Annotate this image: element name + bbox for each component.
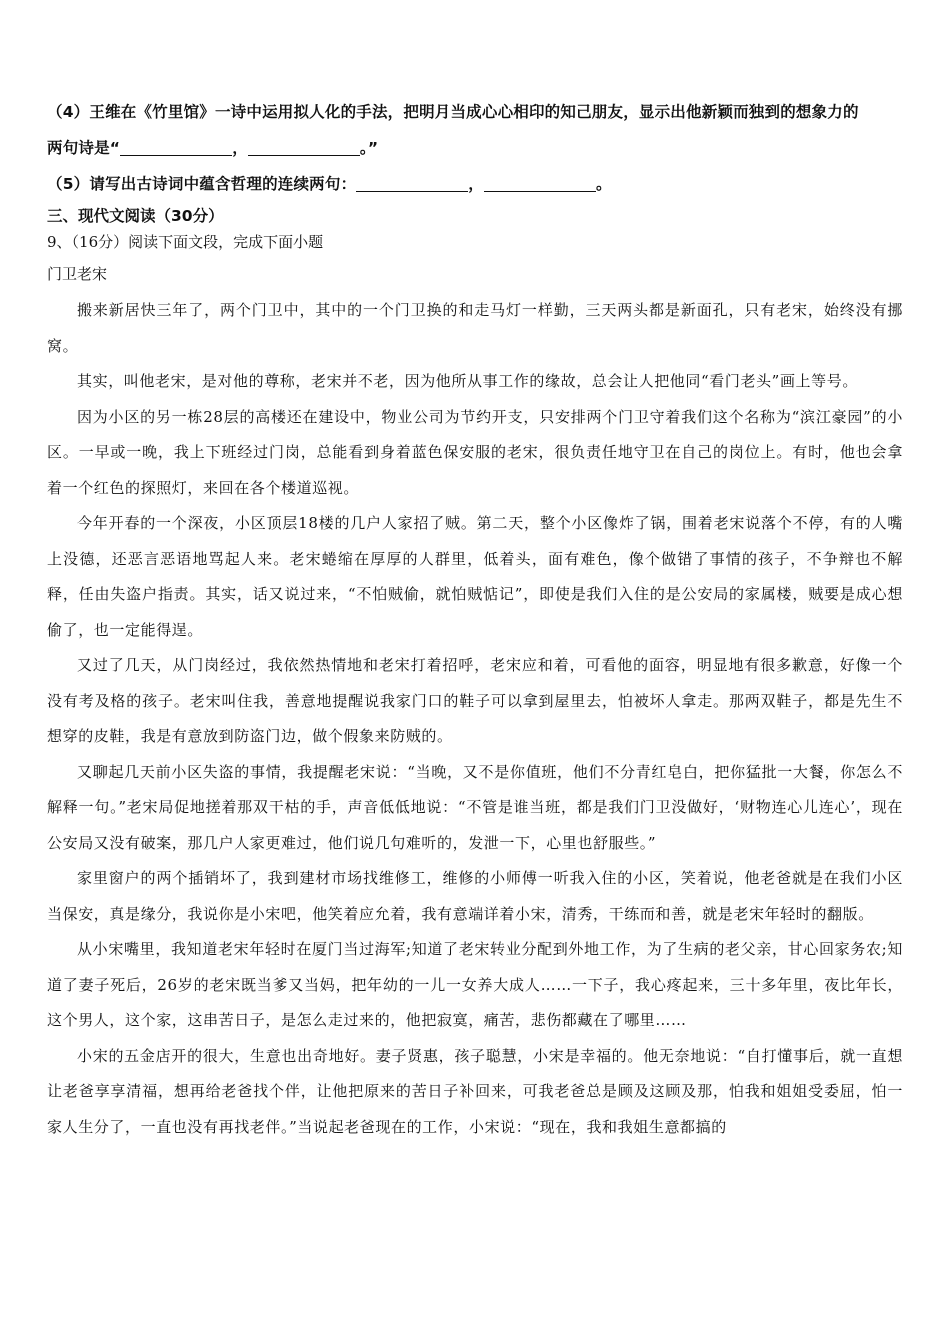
answer-blank-2[interactable] [248, 137, 360, 156]
story-paragraph: 其实，叫他老宋，是对他的尊称，老宋并不老，因为他所从事工作的缘故，总会让人把他同“看门老头”画上等号。 [77, 372, 858, 390]
story-body [47, 293, 903, 1145]
section-title: 三、现代文阅读（30分） [47, 207, 224, 225]
story-paragraph: 今年开春的一个深夜，小区顶层18楼的几户人家招了贼。第二天，整个小区像炸了锅，围着老宋说落个不停，有的人嘴上没德，还恶言恶语地骂起人来。老宋蜷缩在厚厚的人群里，低着头，面有难色，像个做错了事情的孩子，不争辩也不解释，任由失盗户指责。其实，话又说过来，“不怕贼偷，就怕贼惦记”，即使是我们入住的是公安局的家属楼，贼要是成心想偷了，也一定能得逞。 [47, 514, 903, 639]
story-paragraph: 搬来新居快三年了，两个门卫中，其中的一个门卫换的和走马灯一样勤，三天两头都是新面孔，只有老宋，始终没有挪窝。 [47, 301, 903, 355]
answer-blank-4[interactable] [484, 173, 596, 192]
story-paragraph: 家里窗户的两个插销坏了，我到建材市场找维修工，维修的小师傅一听我入住的小区，笑着说，他老爸就是在我们小区当保安，真是缘分，我说你是小宋吧，他笑着应允着，我有意端详着小宋，清秀，干练而和善，就是老宋年轻时的翻版。 [47, 869, 903, 923]
question-4-line1: （4）王维在《竹里馆》一诗中运用拟人化的手法，把明月当成心心相印的知己朋友，显示出他新颖而独到的想象力的 [47, 103, 859, 121]
question-5-suffix: 。 [596, 175, 612, 193]
story-paragraph: 又过了几天，从门岗经过，我依然热情地和老宋打着招呼，老宋应和着，可看他的面容，明显地有很多歉意，好像一个没有考及格的孩子。老宋叫住我，善意地提醒说我家门口的鞋子可以拿到屋里去，怕被坏人拿走。那两双鞋子，都是先生不想穿的皮鞋，我是有意放到防盗门边，做个假象来防贼的。 [47, 656, 903, 745]
question-4-prefix: 两句诗是“ [47, 139, 121, 157]
story-paragraph: 因为小区的另一栋28层的高楼还在建设中，物业公司为节约开支，只安排两个门卫守着我们这个名称为“滨江豪园”的小区。一早或一晚，我上下班经过门岗，总能看到身着蓝色保安服的老宋，很负责任地守卫在自己的岗位上。有时，他也会拿着一个红色的探照灯，来回在各个楼道巡视。 [47, 407, 903, 497]
story-paragraph: 又聊起几天前小区失盗的事情，我提醒老宋说：“当晚，又不是你值班，他们不分青红皂白，把你猛批一大餐，你怎么不解释一句。”老宋局促地搓着那双干枯的手，声音低低地说：“不管是谁当班，都是我们门卫没做好，‘财物连心儿连心’，现在公安局又没有破案，那几户人家更难过，他们说几句难听的，发泄一下，心里也舒服些。” [47, 762, 903, 852]
question-5 [47, 166, 909, 202]
question-9-intro: 9、（16分）阅读下面文段，完成下面小题 [47, 233, 324, 251]
story-paragraph: 从小宋嘴里，我知道老宋年轻时在厦门当过海军;知道了老宋转业分配到外地工作，为了生病的老父亲，甘心回家务农;知道了妻子死后，26岁的老宋既当爹又当妈，把年幼的一儿一女养大成人……一下子，我心疼起来，三十多年里，夜比年长，这个男人，这个家，这串苦日子，是怎么走过来的，他把寂寞，痛苦，悲伤都藏在了哪里…… [47, 940, 903, 1029]
question-4-suffix: 。” [359, 139, 379, 157]
question-4-line2 [47, 130, 909, 166]
question-5-separator: ， [468, 175, 484, 193]
question-4 [47, 94, 909, 166]
story-paragraph: 小宋的五金店开的很大，生意也出奇地好。妻子贤惠，孩子聪慧，小宋是幸福的。他无奈地说：“自打懂事后，就一直想让老爸享享清福，想再给老爸找个伴，让他把原来的苦日子补回来，可我老爸总是顾及这顾及那，怕我和姐姐受委屈，怕一家人生分了，一直也没有再找老伴。”当说起老爸现在的工作，小宋说：“现在，我和我姐生意都搞的 [47, 1046, 903, 1136]
question-5-prefix: （5）请写出古诗词中蕴含哲理的连续两句： [47, 175, 357, 193]
answer-blank-3[interactable] [356, 173, 468, 192]
question-4-separator: ， [232, 139, 248, 157]
answer-blank-1[interactable] [120, 137, 232, 156]
story-title: 门卫老宋 [47, 265, 108, 283]
